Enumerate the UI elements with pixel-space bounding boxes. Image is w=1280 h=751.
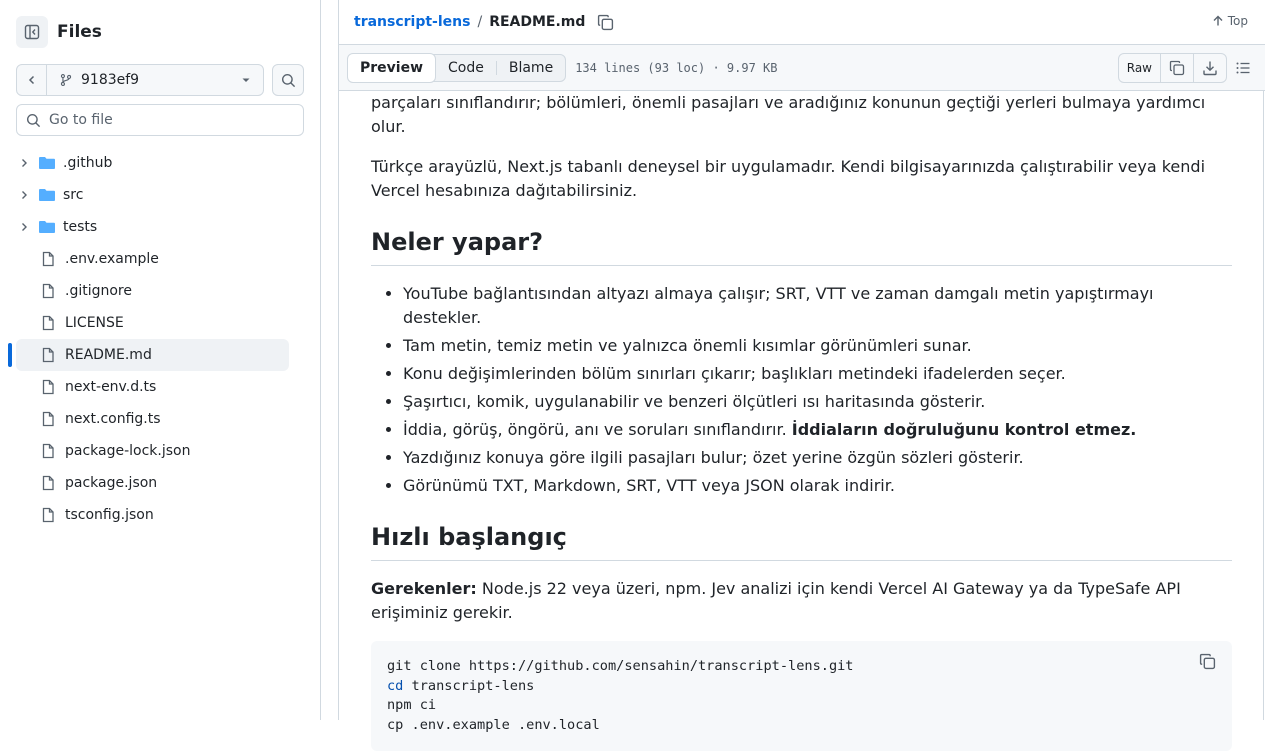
tree-file-package[interactable] <box>16 467 289 499</box>
tree-folder-src[interactable] <box>16 179 289 211</box>
tree-file-license[interactable] <box>16 307 289 339</box>
file-sidebar <box>0 0 321 720</box>
list-item: • Tam metin, temiz metin ve yalnızca önemli kısımlar görünümleri sunar. <box>403 334 1232 358</box>
code-text: transcript-lens <box>403 677 535 694</box>
tab-preview[interactable]: Preview <box>347 53 436 83</box>
list-unordered-icon <box>1235 60 1251 76</box>
tree-item-label: LICENSE <box>65 315 124 331</box>
folder-icon <box>38 219 56 235</box>
code-block <box>371 641 1232 751</box>
view-mode-tabs <box>347 54 566 82</box>
list-item <box>403 418 1232 442</box>
sidebar-collapse-icon <box>24 24 40 40</box>
file-meta: 134 lines (93 loc) · 9.97 KB <box>575 60 778 75</box>
search-button[interactable] <box>272 64 304 96</box>
breadcrumb <box>339 0 1265 45</box>
copy-raw-button[interactable] <box>1161 54 1194 82</box>
back-button[interactable] <box>17 65 47 95</box>
top-link[interactable] <box>1212 14 1248 28</box>
tree-item-label: tests <box>63 219 98 235</box>
tree-file-gitignore[interactable] <box>16 275 289 307</box>
go-to-file-input[interactable] <box>49 112 289 128</box>
copy-code-button[interactable] <box>1199 653 1216 677</box>
tree-file-env-example[interactable] <box>16 243 289 275</box>
code-line: npm ci <box>387 697 437 713</box>
tree-file-package-lock[interactable] <box>16 435 289 467</box>
heading-quickstart: Hızlı başlangıç <box>371 522 1232 561</box>
file-icon <box>40 475 56 491</box>
tree-item-label: package-lock.json <box>65 443 191 459</box>
file-icon <box>40 283 56 299</box>
list-item: • YouTube bağlantısından altyazı almaya çalışır; SRT, VTT ve zaman damgalı metin yapıştırmayı destekler. <box>403 282 1232 330</box>
tree-item-label: .github <box>63 155 113 171</box>
copy-icon <box>597 14 614 31</box>
code-line: git clone https://github.com/sensahin/transcript-lens.git <box>387 658 854 674</box>
folder-icon <box>38 155 56 171</box>
search-icon <box>26 113 41 128</box>
features-list <box>371 282 1232 498</box>
go-to-file-field[interactable] <box>16 104 304 136</box>
tree-folder-tests[interactable] <box>16 211 289 243</box>
requirements-text: Node.js 22 veya üzeri, npm. Jev analizi için kendi Vercel AI Gateway ya da TypeSafe API erişiminiz gerekir. <box>371 579 1181 622</box>
branch-name: 9183ef9 <box>81 72 140 88</box>
file-tree <box>16 147 289 531</box>
tree-file-next-env[interactable] <box>16 371 289 403</box>
tree-item-label: next.config.ts <box>65 411 161 427</box>
chevron-right-icon <box>19 190 29 200</box>
list-item: • Konu değişimlerinden bölüm sınırları çıkarır; başlıkları metindeki ifadelerden seçer. <box>403 362 1232 386</box>
file-actions <box>1118 53 1227 83</box>
requirements-label: Gerekenler: <box>371 579 477 598</box>
tree-item-label: README.md <box>65 347 152 363</box>
code-line: cp .env.example .env.local <box>387 716 600 733</box>
copy-icon <box>1169 60 1185 76</box>
sidebar-title: Files <box>57 22 102 42</box>
list-item: • Görünümü TXT, Markdown, SRT, VTT veya JSON olarak indirir. <box>403 474 1232 498</box>
branch-selector <box>16 64 264 96</box>
tree-item-label: tsconfig.json <box>65 507 154 523</box>
breadcrumb-repo-link[interactable]: transcript-lens <box>354 14 471 30</box>
folder-icon <box>38 187 56 203</box>
tree-item-label: src <box>63 187 84 203</box>
list-item: • Şaşırtıcı, komik, uygulanabilir ve benzeri ölçütleri ısı haritasında gösterir. <box>403 390 1232 414</box>
tree-file-tsconfig[interactable] <box>16 499 289 531</box>
top-label: Top <box>1227 14 1248 28</box>
file-toolbar <box>339 45 1265 91</box>
outline-button[interactable] <box>1235 60 1251 76</box>
list-item-bold: İddiaların doğruluğunu kontrol etmez. <box>791 420 1137 439</box>
heading-features: Neler yapar? <box>371 227 1232 266</box>
download-button[interactable] <box>1194 54 1226 82</box>
copy-icon <box>1199 653 1216 670</box>
tree-item-label: .env.example <box>65 251 159 267</box>
file-icon <box>40 347 56 363</box>
chevron-left-icon <box>26 74 38 86</box>
collapse-sidebar-button[interactable] <box>16 16 48 48</box>
readme-content <box>371 91 1232 751</box>
file-icon <box>40 507 56 523</box>
tree-file-readme[interactable] <box>16 339 289 371</box>
file-view <box>338 0 1264 733</box>
tree-item-label: package.json <box>65 475 158 491</box>
breadcrumb-separator: / <box>477 14 483 30</box>
list-item: • Yazdığınız konuya göre ilgili pasajları bulur; özet yerine özgün sözleri gösterir. <box>403 446 1232 470</box>
branch-row <box>16 64 304 96</box>
file-icon <box>40 411 56 427</box>
requirements-paragraph <box>371 577 1232 625</box>
download-icon <box>1202 60 1218 76</box>
file-icon <box>40 315 56 331</box>
branch-dropdown[interactable] <box>47 72 263 88</box>
code-line <box>387 677 1216 697</box>
file-icon <box>40 251 56 267</box>
tree-file-next-config[interactable] <box>16 403 289 435</box>
copy-path-button[interactable] <box>597 14 614 31</box>
caret-down-icon <box>241 75 251 85</box>
tree-folder-github[interactable] <box>16 147 289 179</box>
file-icon <box>40 443 56 459</box>
git-branch-icon <box>59 73 73 87</box>
tab-code[interactable]: Code <box>448 59 484 76</box>
tab-blame[interactable]: Blame <box>508 59 554 76</box>
chevron-right-icon <box>19 158 29 168</box>
intro-paragraph-tail: parçaları sınıflandırır; bölümleri, önemli pasajları ve aradığınız konunun geçtiği yerleri bulmaya yardımcı olur. <box>371 93 1206 136</box>
list-item-text: İddia, görüş, öngörü, anı ve soruları sınıflandırır. <box>403 420 792 439</box>
search-icon <box>281 73 296 88</box>
sidebar-header <box>16 16 102 48</box>
tree-item-label: .gitignore <box>65 283 132 299</box>
chevron-right-icon <box>19 222 29 232</box>
code-keyword: cd <box>387 677 404 694</box>
arrow-up-icon <box>1212 15 1224 27</box>
intro-paragraph-2: Türkçe arayüzlü, Next.js tabanlı deneysel bir uygulamadır. Kendi bilgisayarınızda çalıştırabilir veya kendi Vercel hesabınıza dağıtabilirsiniz. <box>371 157 1206 200</box>
tree-item-label: next-env.d.ts <box>65 379 157 395</box>
breadcrumb-file: README.md <box>489 14 586 30</box>
file-icon <box>40 379 56 395</box>
raw-button[interactable]: Raw <box>1119 54 1161 82</box>
